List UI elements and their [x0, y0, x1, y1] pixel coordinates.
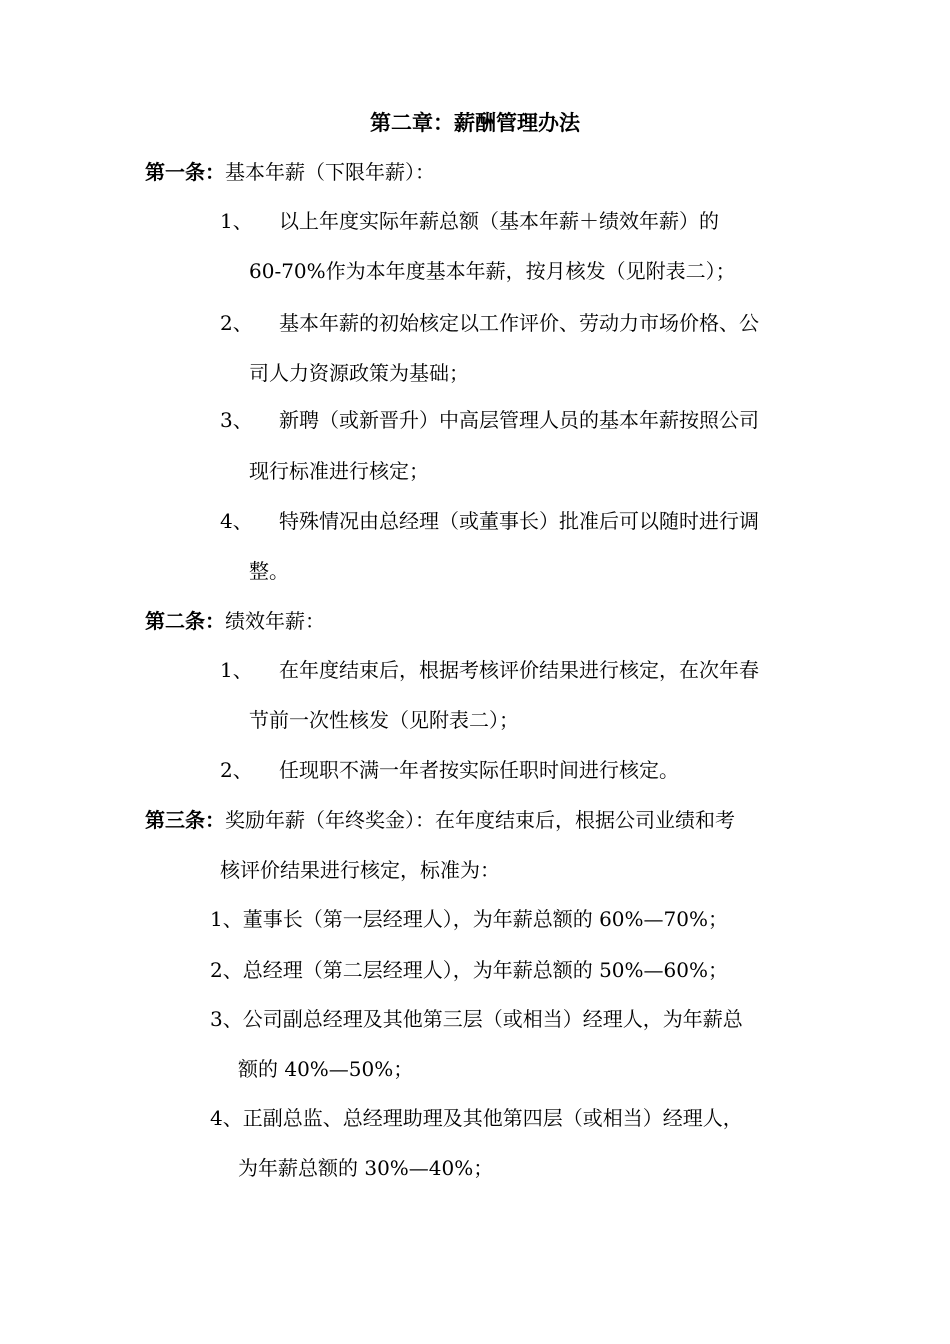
article1-item-num: 1、 [220, 209, 253, 233]
article2-item-text: 任现职不满一年者按实际任职时间进行核定。 [279, 758, 679, 782]
article1-item-num: 3、 [220, 408, 253, 432]
article3-heading: 奖励年薪（年终奖金）：在年度结束后，根据公司业绩和考 [225, 808, 735, 832]
article2-heading: 绩效年薪： [225, 609, 325, 633]
article3-heading-cont: 核评价结果进行核定，标准为： [220, 858, 500, 882]
article1-item-cont: 60-70%作为本年度基本年薪，按月核发（见附表二）； [249, 259, 736, 283]
article3-label: 第三条： [145, 808, 225, 832]
article2-item-cont: 节前一次性核发（见附表二）； [249, 708, 519, 732]
article1-item-text: 以上年度实际年薪总额（基本年薪＋绩效年薪）的 [279, 209, 719, 233]
chapter-title: 第二章：薪酬管理办法 [370, 110, 580, 135]
article3-item-text: 2、总经理（第二层经理人），为年薪总额的 50%—60%； [210, 958, 728, 982]
article1-item-text: 新聘（或新晋升）中高层管理人员的基本年薪按照公司 [279, 408, 759, 432]
article1-heading-line [145, 157, 435, 187]
article1-label: 第一条： [145, 160, 225, 184]
article3-item-text: 4、正副总监、总经理助理及其他第四层（或相当）经理人， [210, 1106, 743, 1130]
article1-item-cont: 司人力资源政策为基础； [249, 361, 469, 385]
article1-item-cont: 整。 [249, 559, 289, 583]
article2-heading-line [145, 606, 325, 636]
article1-item-cont: 现行标准进行核定； [249, 459, 429, 483]
article2-item-text: 在年度结束后，根据考核评价结果进行核定，在次年春 [279, 658, 759, 682]
article1-heading: 基本年薪（下限年薪）： [225, 160, 435, 184]
article3-item-text: 1、董事长（第一层经理人），为年薪总额的 60%—70%； [210, 907, 728, 931]
article3-item-cont: 为年薪总额的 30%—40%； [238, 1156, 494, 1180]
article2-label: 第二条： [145, 609, 225, 633]
article2-item-num: 2、 [220, 758, 253, 782]
article1-item-num: 4、 [220, 509, 253, 533]
article1-item-num: 2、 [220, 311, 253, 335]
article1-item-text: 特殊情况由总经理（或董事长）批准后可以随时进行调 [279, 509, 759, 533]
article3-heading-line [145, 805, 735, 835]
article2-item-num: 1、 [220, 658, 253, 682]
article3-item-cont: 额的 40%—50%； [238, 1057, 414, 1081]
article3-item-text: 3、公司副总经理及其他第三层（或相当）经理人，为年薪总 [210, 1007, 743, 1031]
article1-item-text: 基本年薪的初始核定以工作评价、劳动力市场价格、公 [279, 311, 759, 335]
